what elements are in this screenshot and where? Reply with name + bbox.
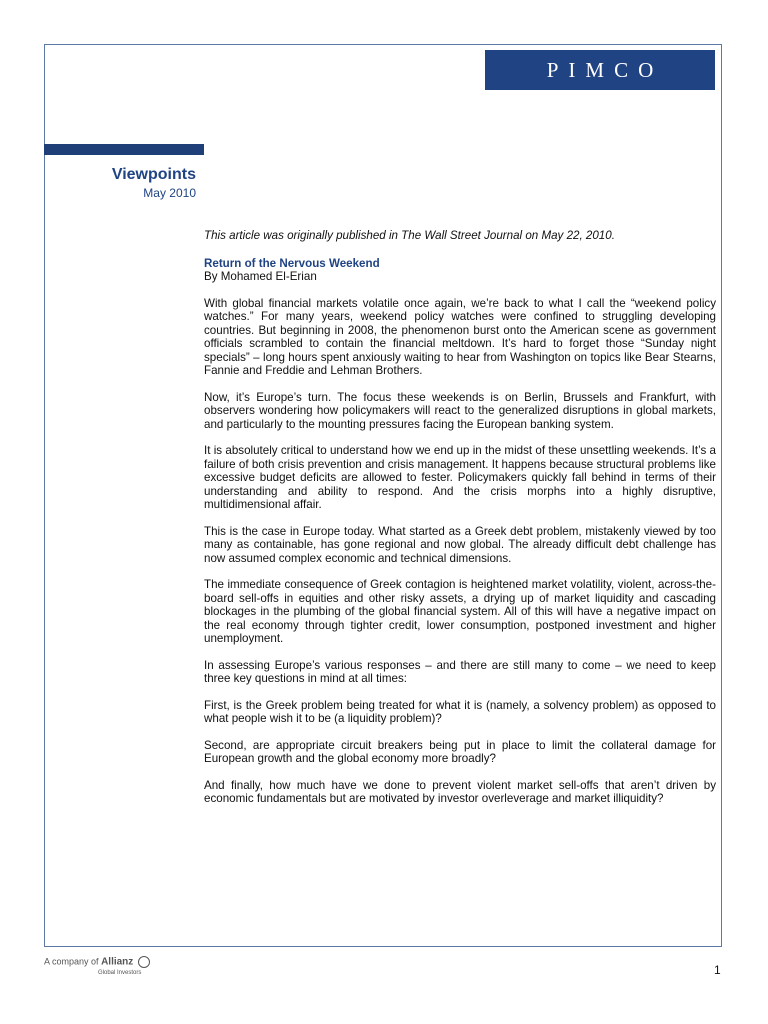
article-title: Return of the Nervous Weekend	[204, 256, 380, 270]
section-title: Viewpoints	[111, 166, 196, 183]
footer-company-name: Allianz	[101, 956, 134, 968]
article-paragraph: In assessing Europe’s various responses – and there are still many to come – we need to keep three key questions in mind at all times:	[204, 658, 716, 685]
article-paragraph: With global financial markets volatile once again, we’re back to what I call the “weekend policy watches.” For many years, weekend policy watches were confined to struggling developing countries. But beginning in 2008, the phenomenon burst onto the American scene as government officials scrambled to contain the financial meltdown. It’s hard to forget those “Sunday night specials” – long hours spent anxiously waiting to hear from Washington on topics like Bear Stearns, Fannie and Freddie and Lehman Brothers.	[204, 296, 716, 377]
logo-text: PIMCO	[546, 57, 664, 82]
page-number: 1	[714, 963, 721, 977]
footer-company-sub: Global Investors	[98, 970, 142, 976]
article-paragraph: First, is the Greek problem being treated for what it is (namely, a solvency problem) as opposed to what people wish it to be (a liquidity problem)?	[204, 698, 716, 725]
article-paragraph: This is the case in Europe today. What started as a Greek debt problem, mistakenly viewed by too many as containable, has gone regional and now global. The already difficult debt challenge has now assumed complex economic and technical dimensions.	[204, 524, 716, 565]
article-paragraph: It is absolutely critical to understand how we end up in the midst of these unsettling weekends. It’s a failure of both crisis prevention and crisis management. It happens because structural problems like excessive budget deficits are allowed to fester. Policymakers quickly fall behind in terms of their understanding and ability to respond. And the crisis morphs into a highly disruptive, multidimensional affair.	[204, 444, 716, 511]
pimco-logo	[485, 50, 715, 90]
article-paragraph: And finally, how much have we done to prevent violent market sell-offs that aren’t driven by economic fundamentals but are motivated by investor overleverage and market illiquidity?	[204, 778, 716, 805]
article-intro: This article was originally published in The Wall Street Journal on May 22, 2010.	[204, 229, 615, 242]
allianz-logo-icon	[138, 956, 150, 968]
footer-company	[44, 956, 150, 968]
section-date: May 2010	[143, 186, 196, 200]
footer-company-prefix: A company of	[44, 956, 99, 967]
article-paragraph: The immediate consequence of Greek contagion is heightened market volatility, violent, across-the-board sell-offs in equities and other risky assets, a drying up of market liquidity and cascading blockages in the plumbing of the global financial system. All of this will have a negative impact on the real economy through tighter credit, lower consumption, postponed investment and higher unemployment.	[204, 578, 716, 645]
article-paragraph: Second, are appropriate circuit breakers being put in place to limit the collateral damage for European growth and the global economy more broadly?	[204, 738, 716, 765]
section-accent-bar	[44, 144, 204, 155]
article-byline: By Mohamed El-Erian	[204, 270, 317, 283]
article-paragraph: Now, it’s Europe’s turn. The focus these weekends is on Berlin, Brussels and Frankfurt, with observers wondering how policymakers will react to the generalized disruptions in global markets, and particularly to the mounting pressures facing the European banking system.	[204, 390, 716, 431]
article-body	[204, 229, 716, 819]
